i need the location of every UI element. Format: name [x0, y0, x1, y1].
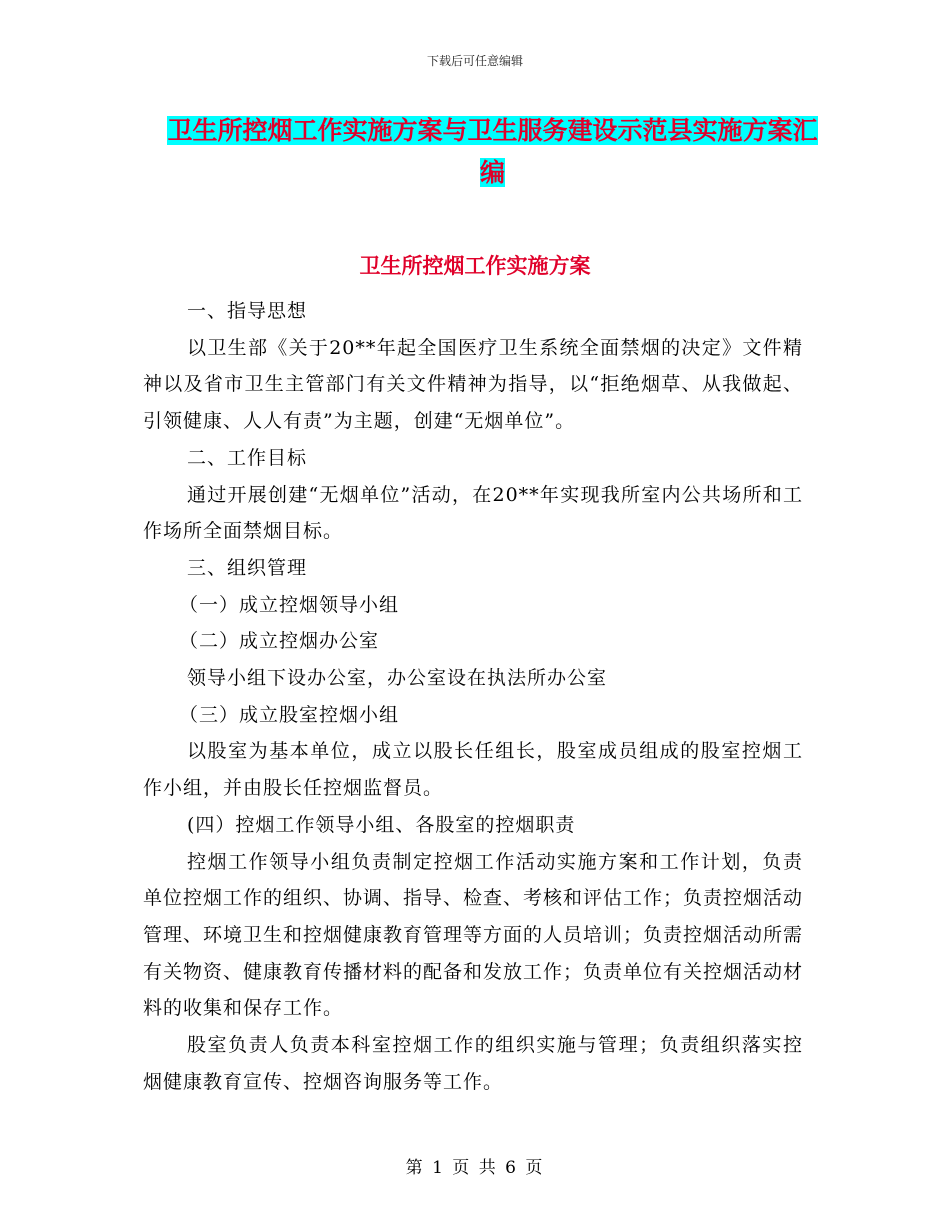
section-title: 卫生所控烟工作实施方案 [359, 253, 591, 278]
paragraph: 通过开展创建“无烟单位”活动，在20**年实现我所室内公共场所和工作场所全面禁烟目标。 [143, 483, 803, 543]
subheading: （一）成立控烟领导小组 [179, 593, 400, 616]
paragraph: 控烟工作领导小组负责制定控烟工作活动实施方案和工作计划，负责单位控烟工作的组织、协调、指导、检查、考核和评估工作；负责控烟活动管理、环境卫生和控烟健康教育管理等方面的人员培训；负责控烟活动所需有关物资、健康教育传播材料的配备和发放工作；负责单位有关控烟活动材料的收集和保存工作。 [143, 850, 804, 1020]
heading-organization: 三、组织管理 [187, 556, 308, 579]
document-body [143, 293, 803, 1100]
document-title-text: 卫生所控烟工作实施方案与卫生服务建设示范县实施方案汇编 [167, 116, 818, 187]
page-header-note: 下载后可任意编辑 [426, 54, 523, 68]
document-title [160, 110, 825, 194]
heading-guiding-ideology: 一、指导思想 [187, 300, 308, 322]
page-number: 第 1 页 共 6 页 [405, 1158, 545, 1178]
paragraph: 股室负责人负责本科室控烟工作的组织实施与管理；负责组织落实控烟健康教育宣传、控烟咨询服务等工作。 [143, 1034, 803, 1093]
subheading: (四）控烟工作领导小组、各股室的控烟职责 [187, 813, 576, 836]
subheading: （二）成立控烟办公室 [179, 630, 380, 653]
paragraph: 领导小组下设办公室，办公室设在执法所办公室 [187, 667, 608, 690]
paragraph: 以股室为基本单位，成立以股长任组长，股室成员组成的股室控烟工作小组，并由股长任控烟监督员。 [143, 740, 803, 800]
heading-work-goals: 二、工作目标 [187, 446, 308, 469]
paragraph: 以卫生部《关于20**年起全国医疗卫生系统全面禁烟的决定》文件精神以及省市卫生主管部门有关文件精神为指导，以“拒绝烟草、从我做起、引领健康、人人有责”为主题，创建“无烟单位”。 [143, 336, 803, 433]
subheading: （三）成立股室控烟小组 [179, 703, 400, 726]
